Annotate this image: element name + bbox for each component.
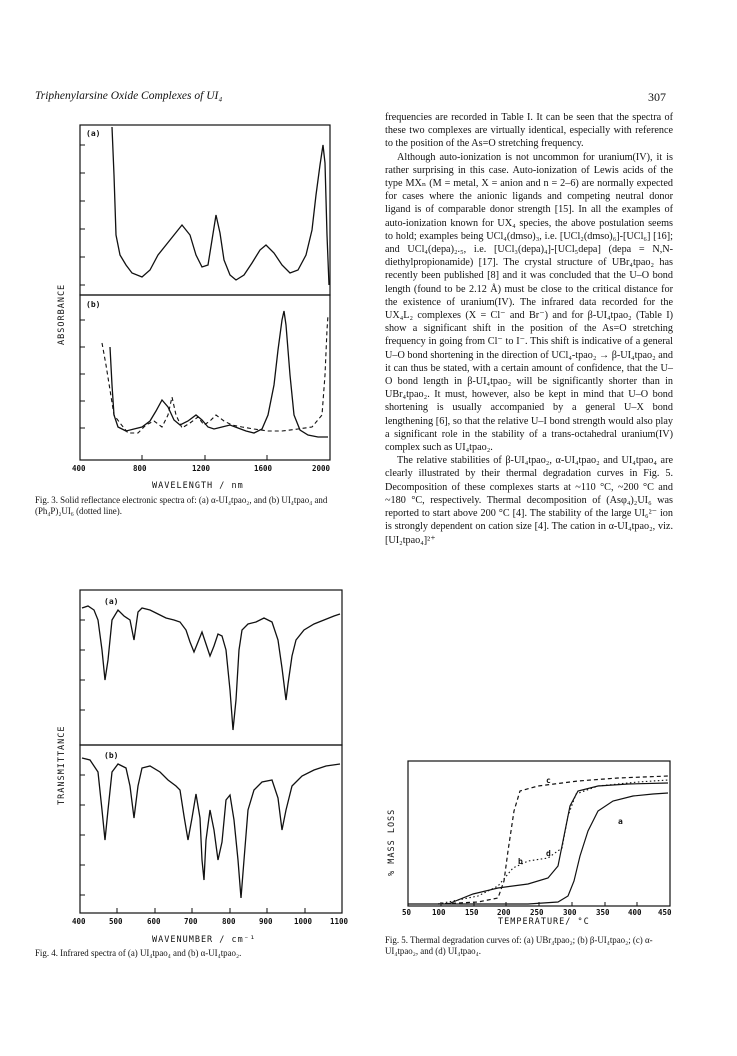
page-number: 307 (648, 90, 666, 104)
fig4-tick-labels (72, 917, 349, 926)
fig5-curve-b (448, 783, 668, 904)
fig4-panel-a-frame (80, 590, 342, 745)
fig5-tick-label: 200 (497, 908, 511, 917)
fig5-label-d: d (546, 849, 551, 858)
fig4-curve-b (82, 758, 340, 898)
fig5-tick-label: 250 (530, 908, 544, 917)
figure-4-plot (42, 580, 352, 950)
fig4-x-ticks (80, 908, 342, 913)
figure-4 (42, 580, 352, 950)
fig3-tick-label: 400 (72, 464, 86, 473)
figure-3 (42, 115, 342, 495)
paragraph: The relative stabilities of β-UI₄tpao₂, α-UI₄tpao₂ and UI₄tpao₄ are clearly illustrated by their thermal degradation curves in Fig. 5. Decomposition of these complexes starts at ~110 °C, ~200 °C and ~180 °C, respectively. Thermal decomposition of (Asφ₄)₂UI₆ was reported to start above 200 °C [4]. The stability of the large UI₆²⁻ ion is strongly dependent on cation size [4]. The cation in α-UI₄tpao₂, viz. [UI₂tpao₄]²⁺ (385, 455, 673, 546)
fig5-tick-label: 450 (658, 908, 672, 917)
fig5-tick-label: 300 (563, 908, 577, 917)
fig4-panel-b-frame (80, 745, 342, 913)
fig5-curve-d (438, 780, 668, 904)
fig3-panel-a-label: (a) (86, 129, 101, 138)
fig3-curve-a (112, 127, 329, 285)
fig5-curve-c (438, 776, 668, 904)
fig3-curve-b-solid (110, 311, 328, 437)
fig5-tick-label: 150 (465, 908, 479, 917)
fig3-panel-a-frame (80, 125, 330, 295)
fig3-tick-label: 800 (133, 464, 147, 473)
fig3-panel-b-frame (80, 295, 330, 460)
fig5-tick-label: 100 (432, 908, 446, 917)
running-title: Triphenylarsine Oxide Complexes of UI₄ (35, 90, 223, 102)
fig3-x-label: WAVELENGTH / nm (152, 481, 244, 491)
paragraph: Although auto-ionization is not uncommon for uranium(IV), it is rather surprising in this case. Auto-ionization of Lewis acids of the type MXₙ (M = metal, X = anion and n = 2–6) are normally expected for cases where the anionic ligands and competing neutral donor ligand is of comparable donor strength [15]. In all the examples of auto-ionization known for UX₄ species, the above postulation seems to hold; examples being UCl₄(dmso)₃, i.e. [UCl₂(dmso)₆]-[UCl₆] [16]; and UCl₄(depa)₂.₅, i.e. [UCl₃(depa)₄]-[UCl₅depa] (depa = N,N-diethylpropionamide) [17]. The crystal structure of UBr₄tpao₂ has recently been published [8] and it was concluded that the U–O bond length (found to be 2.12 Å) must be close to the critical distance for the existence of uranium(IV). The infrared data recorded for the UX₄L₂ complexes (X = Cl⁻ and Br⁻) and for β-UI₄tpao₂ (Table I) show a significant shift in the position of the As=O stretching frequency in going from Cl⁻ to I⁻. This shift is indicative of a general U–O bond shortening in the direction of UCl₄-tpao₂ → β-UI₄tpao₂ and it can thus be stated, with a certain amount of confidence, that the U–O bond length in β-UI₄tpao₂ will be significantly shorter than in UBr₄tpao₂. It must, however, also be kept in mind that U–O bond shortening is usually accompanied by a general U–X bond lengthening [6], so that the relative U–I bond strength would also play a significant role in the stability of a trans-octahedral uranium(IV) complex such as UI₄tpao₂. (385, 151, 673, 454)
fig5-caption: Fig. 5. Thermal degradation curves of: (a) UBr₄tpao₂; (b) β-UI₄tpao₂; (c) α-UI₄tpao₂, and (d) UI₄tpao₄. (385, 935, 653, 956)
fig4-tick-label: 1100 (330, 917, 349, 926)
fig4-tick-label: 1000 (294, 917, 313, 926)
body-column (385, 111, 673, 547)
fig5-curve-a (408, 793, 668, 904)
fig5-tick-label: 400 (628, 908, 642, 917)
fig4-curve-a (82, 606, 340, 730)
fig4-caption: Fig. 4. Infrared spectra of (a) UI₄tpao₄ and (b) α-UI₄tpao₂. (35, 948, 242, 958)
fig5-tick-label: 50 (402, 908, 412, 917)
fig5-tick-labels (402, 908, 672, 917)
fig3-tick-label: 1200 (192, 464, 211, 473)
fig3-tick-label: 1600 (254, 464, 273, 473)
fig3-panel-b-label: (b) (86, 300, 101, 309)
fig4-panel-b-label: (b) (104, 751, 119, 760)
fig4-tick-label: 500 (109, 917, 123, 926)
fig4-tick-label: 800 (222, 917, 236, 926)
figure-3-plot (42, 115, 342, 495)
fig5-y-label: % MASS LOSS (387, 808, 397, 876)
fig3-y-ticks (80, 145, 85, 428)
figure-5 (378, 756, 678, 926)
fig5-x-label: TEMPERATURE/ °C (498, 917, 590, 926)
fig3-tick-labels (72, 464, 331, 473)
fig4-x-label: WAVENUMBER / cm⁻¹ (152, 935, 256, 945)
fig3-tick-label: 2000 (312, 464, 331, 473)
fig3-y-label: ABSORBANCE (57, 283, 67, 345)
fig4-panel-a-label: (a) (104, 597, 119, 606)
fig4-y-label: TRANSMITTANCE (57, 725, 67, 805)
figure-5-plot (378, 756, 678, 926)
fig3-caption: Fig. 3. Solid reflectance electronic spectra of: (a) α-UI₄tpao₂, and (b) UI₄tpao₄ and (Ph₄P)₂UI₆ (dotted line). (35, 495, 328, 516)
fig5-label-c: c (546, 776, 551, 785)
paragraph: frequencies are recorded in Table I. It can be seen that the spectra of these two complexes are virtually identical, especially with reference to the position of the As=O stretching frequency. (385, 112, 673, 150)
fig5-label-a: a (618, 817, 623, 826)
fig5-curve-labels (518, 776, 623, 866)
fig5-tick-label: 350 (596, 908, 610, 917)
fig3-x-ticks (80, 455, 330, 460)
fig5-label-b: b (518, 857, 523, 866)
fig4-tick-label: 400 (72, 917, 86, 926)
fig4-tick-label: 700 (184, 917, 198, 926)
fig4-tick-label: 900 (259, 917, 273, 926)
fig4-tick-label: 600 (147, 917, 161, 926)
